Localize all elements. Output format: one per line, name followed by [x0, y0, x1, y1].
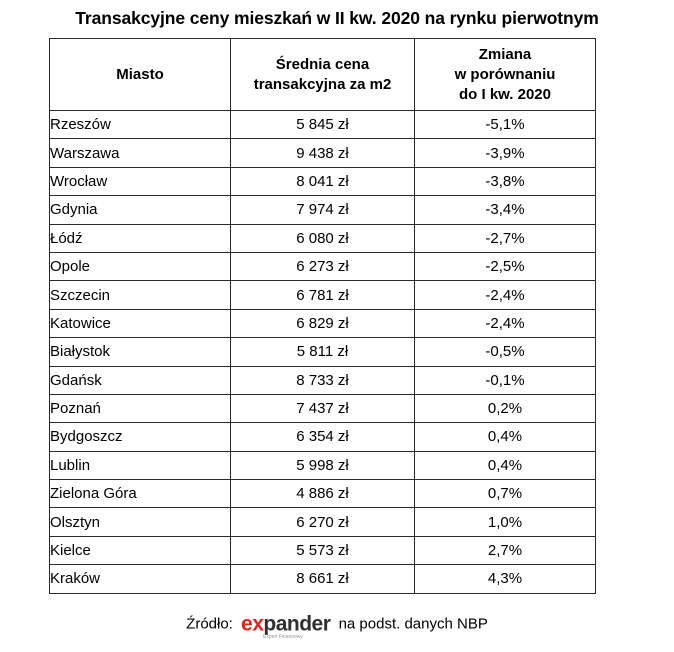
city-cell: Szczecin — [50, 281, 231, 309]
table-row — [50, 139, 596, 167]
city-cell: Gdańsk — [50, 366, 231, 394]
change-cell: -3,8% — [415, 167, 596, 195]
table-row — [50, 196, 596, 224]
price-cell: 9 438 zł — [231, 139, 415, 167]
source-prefix: Źródło: — [186, 615, 233, 633]
header-line: transakcyjna za m2 — [253, 75, 392, 93]
change-cell: -2,4% — [415, 281, 596, 309]
source-suffix: na podst. danych NBP — [338, 615, 488, 633]
change-cell: 0,4% — [415, 423, 596, 451]
city-cell: Lublin — [50, 451, 231, 479]
source-line — [0, 612, 674, 640]
header-line: Zmiana — [478, 45, 532, 63]
change-cell: -2,5% — [415, 252, 596, 280]
header-line: Miasto — [116, 65, 164, 83]
header-line: w porównaniu — [454, 65, 556, 83]
table-row — [50, 338, 596, 366]
price-cell: 4 886 zł — [231, 480, 415, 508]
price-cell: 5 998 zł — [231, 451, 415, 479]
change-cell: -0,5% — [415, 338, 596, 366]
header-avg-price — [231, 39, 415, 111]
city-cell: Kielce — [50, 536, 231, 564]
table-row — [50, 366, 596, 394]
price-cell: 5 811 zł — [231, 338, 415, 366]
header-change — [415, 39, 596, 111]
change-cell: -3,4% — [415, 196, 596, 224]
price-cell: 6 781 zł — [231, 281, 415, 309]
city-cell: Kraków — [50, 565, 231, 593]
price-cell: 8 661 zł — [231, 565, 415, 593]
change-cell: -0,1% — [415, 366, 596, 394]
table-row — [50, 480, 596, 508]
price-cell: 5 845 zł — [231, 111, 415, 139]
city-cell: Zielona Góra — [50, 480, 231, 508]
price-cell: 6 354 zł — [231, 423, 415, 451]
table-row — [50, 536, 596, 564]
change-cell: 2,7% — [415, 536, 596, 564]
price-cell: 8 041 zł — [231, 167, 415, 195]
price-cell: 7 974 zł — [231, 196, 415, 224]
expander-logo — [241, 612, 331, 640]
city-cell: Warszawa — [50, 139, 231, 167]
table-title: Transakcyjne ceny mieszkań w II kw. 2020 na rynku pierwotnym — [75, 8, 599, 28]
price-cell: 6 080 zł — [231, 224, 415, 252]
city-cell: Poznań — [50, 394, 231, 422]
price-cell: 6 270 zł — [231, 508, 415, 536]
logo-word: expander — [241, 612, 331, 636]
header-line: do I kw. 2020 — [459, 85, 551, 103]
table-row — [50, 394, 596, 422]
table-row — [50, 309, 596, 337]
change-cell: 4,3% — [415, 565, 596, 593]
price-cell: 5 573 zł — [231, 536, 415, 564]
change-cell: -2,7% — [415, 224, 596, 252]
city-cell: Katowice — [50, 309, 231, 337]
header-city — [50, 39, 231, 111]
table-row — [50, 111, 596, 139]
change-cell: 1,0% — [415, 508, 596, 536]
header-line: Średnia cena — [275, 55, 370, 73]
city-cell: Rzeszów — [50, 111, 231, 139]
table-row — [50, 252, 596, 280]
prices-table — [49, 38, 596, 594]
price-cell: 6 273 zł — [231, 252, 415, 280]
city-cell: Łódź — [50, 224, 231, 252]
price-cell: 7 437 zł — [231, 394, 415, 422]
city-cell: Wrocław — [50, 167, 231, 195]
table-header-row — [50, 39, 596, 111]
city-cell: Bydgoszcz — [50, 423, 231, 451]
price-cell: 6 829 zł — [231, 309, 415, 337]
table-row — [50, 281, 596, 309]
city-cell: Opole — [50, 252, 231, 280]
table-row — [50, 224, 596, 252]
table-row — [50, 451, 596, 479]
logo-tagline: Expert Finansowy — [263, 634, 303, 640]
city-cell: Gdynia — [50, 196, 231, 224]
table-row — [50, 167, 596, 195]
price-cell: 8 733 zł — [231, 366, 415, 394]
change-cell: -5,1% — [415, 111, 596, 139]
change-cell: -3,9% — [415, 139, 596, 167]
change-cell: 0,2% — [415, 394, 596, 422]
city-cell: Białystok — [50, 338, 231, 366]
change-cell: -2,4% — [415, 309, 596, 337]
table-row — [50, 565, 596, 593]
change-cell: 0,7% — [415, 480, 596, 508]
change-cell: 0,4% — [415, 451, 596, 479]
city-cell: Olsztyn — [50, 508, 231, 536]
table-row — [50, 423, 596, 451]
table-row — [50, 508, 596, 536]
